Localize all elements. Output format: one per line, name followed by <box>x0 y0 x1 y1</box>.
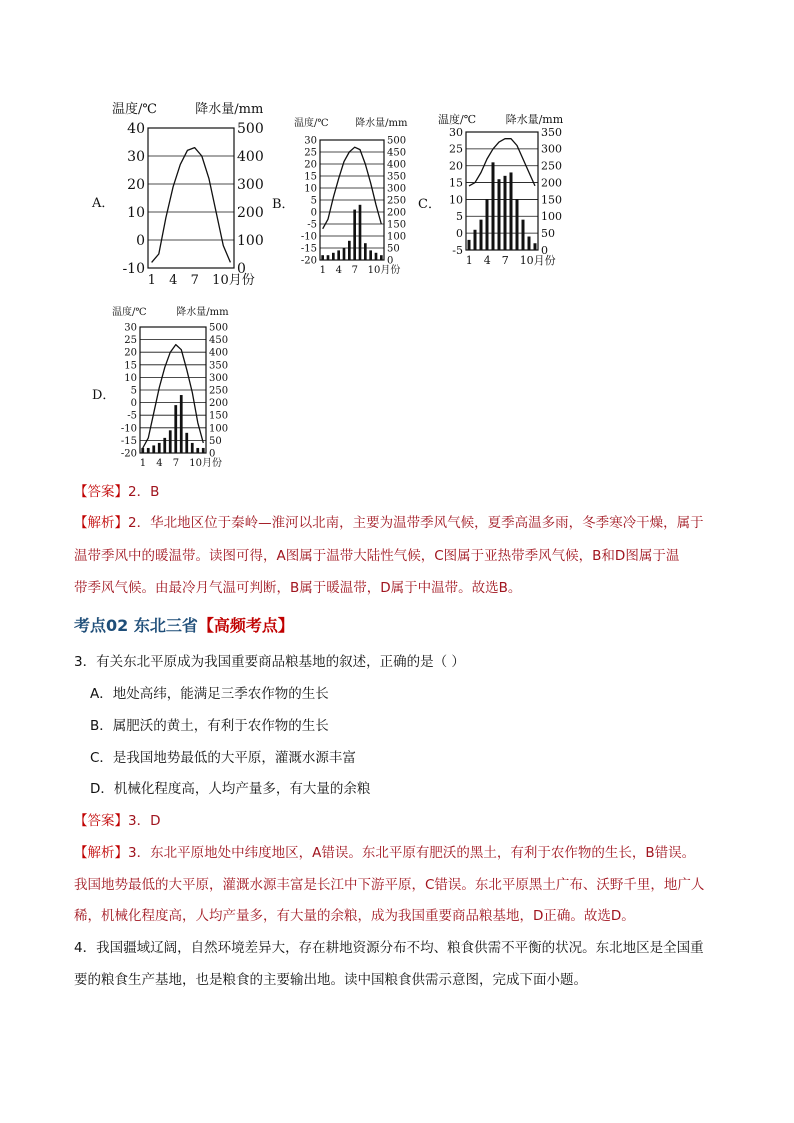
precip-bar <box>364 243 367 260</box>
precip-bar <box>492 162 495 250</box>
climate-chart-c <box>438 112 584 288</box>
precip-bar <box>196 448 199 453</box>
precip-bar <box>191 443 194 453</box>
temp-tick-label: -15 <box>120 435 137 447</box>
precip-bar <box>169 430 172 453</box>
q3-choice-d: D．机械化程度高，人均产量多，有大量的余粮 <box>90 781 371 797</box>
q3-analysis-line-2: 我国地势最低的大平原，灌溉水源丰富是长江中下游平原，C错误。东北平原黑土广布、沃野千里，地广人 <box>74 877 705 893</box>
precip-tick-label: 300 <box>387 183 407 195</box>
precip-bar <box>202 448 205 453</box>
climate-chart-b <box>294 116 424 286</box>
precip-axis-title: 降水量/mm <box>176 307 229 318</box>
month-tick-label: 4 <box>156 458 163 469</box>
precip-bar <box>504 176 507 250</box>
precip-bar <box>343 248 346 260</box>
precip-tick-label: 500 <box>237 120 264 137</box>
temperature-line <box>152 148 231 263</box>
q3-analysis-line-3: 稀，机械化程度高，人均产量多，有大量的余粮，成为我国重要商品粮基地，D正确。故选D。 <box>74 908 635 924</box>
temp-tick-label: 0 <box>130 398 137 410</box>
temp-tick-label: 25 <box>124 335 137 347</box>
q3-choice-a: A．地处高纬，能满足三季农作物的生长 <box>90 686 329 702</box>
section-title: 考点02 东北三省 <box>74 616 198 635</box>
temp-tick-label: 10 <box>304 183 317 195</box>
month-tick-label: 4 <box>483 254 491 267</box>
month-tick-label: 1 <box>319 265 327 276</box>
temp-tick-label: 20 <box>127 176 145 193</box>
q2-answer-tag: 【答案】 <box>74 484 128 500</box>
temp-tick-label: -10 <box>300 231 317 243</box>
section-highlight: 【高频考点】 <box>197 616 294 635</box>
precip-tick-label: 150 <box>387 219 407 231</box>
q3-choice-c: C．是我国地势最低的大平原，灌溉水源丰富 <box>90 750 356 766</box>
precip-bar <box>474 230 477 250</box>
temp-axis-title: 温度/℃ <box>112 307 147 318</box>
temp-tick-label: 20 <box>304 159 317 171</box>
precip-tick-label: 150 <box>541 193 562 207</box>
precip-bar <box>375 253 378 260</box>
precip-bar <box>185 433 188 453</box>
precip-tick-label: 450 <box>209 335 229 347</box>
q2-analysis-tag: 【解析】 <box>74 515 128 531</box>
temp-tick-label: -20 <box>300 255 317 267</box>
month-tick-label: 1 <box>139 458 147 469</box>
temp-axis-title: 温度/℃ <box>438 113 477 126</box>
month-tick-label: 7 <box>172 458 180 469</box>
precip-bar <box>522 220 525 250</box>
q3-analysis-line-1 <box>74 843 695 863</box>
month-tick-label: 7 <box>501 254 509 267</box>
precip-tick-label: 350 <box>387 171 407 183</box>
precip-bar <box>152 445 155 453</box>
temp-tick-label: 10 <box>124 372 137 384</box>
temp-tick-label: -5 <box>452 243 463 257</box>
temp-tick-label: 15 <box>449 176 463 190</box>
month-tick-label: 10月份 <box>519 254 556 267</box>
precip-tick-label: 300 <box>209 372 229 384</box>
temp-tick-label: -5 <box>307 219 317 231</box>
precip-bar <box>353 210 356 260</box>
q2-analysis-line-3: 带季风气候。由最冷月气温可判断，B属于暖温带，D属于中温带。故选B。 <box>74 580 522 596</box>
precip-tick-label: 400 <box>387 159 407 171</box>
q3-analysis-tag: 【解析】 <box>74 845 128 861</box>
month-tick-label: 7 <box>190 273 199 288</box>
precip-axis-title: 降水量/mm <box>355 118 408 129</box>
temp-axis-title: 温度/℃ <box>112 102 157 117</box>
climate-chart-d <box>112 305 246 479</box>
plot-frame <box>466 132 538 250</box>
temp-tick-label: 10 <box>127 204 145 221</box>
precip-bar <box>147 448 150 453</box>
temp-tick-label: 5 <box>130 385 137 397</box>
month-tick-label: 7 <box>351 265 359 276</box>
precip-bar <box>480 220 483 250</box>
precip-bar <box>510 172 513 250</box>
precip-bar <box>468 240 471 250</box>
temp-tick-label: 10 <box>449 193 463 207</box>
q3-analysis-text-1: 3．东北平原地处中纬度地区，A错误。东北平原有肥沃的黑土，有利于农作物的生长，B错误。 <box>128 845 696 861</box>
q3-answer-text: 3．D <box>128 813 161 829</box>
precip-tick-label: 100 <box>541 210 562 224</box>
precip-tick-label: 350 <box>541 125 562 139</box>
precip-tick-label: 0 <box>237 260 246 277</box>
temp-tick-label: 30 <box>124 322 137 334</box>
temp-tick-label: 0 <box>456 226 463 240</box>
precip-axis-title: 降水量/mm <box>505 113 564 126</box>
temp-tick-label: 20 <box>449 159 463 173</box>
q2-answer-text: 2．B <box>128 484 160 500</box>
q2-answer <box>74 482 159 502</box>
precip-bar <box>141 448 144 453</box>
precip-bar <box>174 405 177 453</box>
precip-bar <box>337 250 340 260</box>
climate-chart-b-svg <box>294 116 424 282</box>
q4-stem-line-2: 要的粮食生产基地，也是粮食的主要输出地。读中国粮食供需示意图，完成下面小题。 <box>74 972 587 988</box>
option-d-label: D． <box>92 388 116 403</box>
q3-stem: 3．有关东北平原成为我国重要商品粮基地的叙述，正确的是（ ） <box>74 654 465 670</box>
precip-bar <box>163 438 166 453</box>
precip-tick-label: 0 <box>541 243 548 257</box>
precip-tick-label: 200 <box>541 176 562 190</box>
precip-tick-label: 300 <box>541 142 562 156</box>
climate-chart-a-svg <box>112 100 282 300</box>
temp-tick-label: 5 <box>456 210 463 224</box>
temp-tick-label: 25 <box>304 147 317 159</box>
precip-bar <box>528 237 531 250</box>
precip-tick-label: 200 <box>387 207 407 219</box>
precip-bar <box>534 243 537 250</box>
precip-tick-label: 150 <box>209 410 229 422</box>
precip-tick-label: 300 <box>237 176 264 193</box>
precip-bar <box>516 199 519 250</box>
climate-chart-d-svg <box>112 305 246 475</box>
section-heading <box>74 613 294 636</box>
temp-tick-label: 30 <box>127 148 145 165</box>
precip-tick-label: 200 <box>237 204 264 221</box>
q3-choice-b: B．属肥沃的黄土，有利于农作物的生长 <box>90 718 329 734</box>
temperature-line <box>143 345 204 448</box>
temp-tick-label: 30 <box>449 125 463 139</box>
month-tick-label: 10月份 <box>212 273 255 288</box>
q2-analysis-text-1: 2．华北地区位于秦岭—淮河以北南，主要为温带季风气候，夏季高温多雨，冬季寒冷干燥，属于 <box>128 515 704 531</box>
temp-tick-label: -20 <box>120 448 137 460</box>
precip-tick-label: 400 <box>237 148 264 165</box>
precip-bar <box>321 255 324 260</box>
precip-bar <box>369 250 372 260</box>
precip-tick-label: 450 <box>387 147 407 159</box>
month-tick-label: 4 <box>335 265 343 276</box>
temp-tick-label: -5 <box>127 410 137 422</box>
precip-tick-label: 100 <box>387 231 407 243</box>
month-tick-label: 4 <box>169 273 178 288</box>
temp-tick-label: 25 <box>449 142 463 156</box>
temp-tick-label: 20 <box>124 347 137 359</box>
precip-tick-label: 250 <box>387 195 407 207</box>
precip-bar <box>380 255 383 260</box>
temp-axis-title: 温度/℃ <box>294 118 329 129</box>
month-tick-label: 10月份 <box>367 265 401 276</box>
precip-bar <box>486 199 489 250</box>
temp-tick-label: -10 <box>122 260 145 277</box>
temp-tick-label: 5 <box>310 195 317 207</box>
precip-tick-label: 250 <box>209 385 229 397</box>
climate-chart-c-svg <box>438 112 584 284</box>
precip-bar <box>359 205 362 260</box>
q2-analysis-line-1 <box>74 513 704 533</box>
precip-tick-label: 200 <box>209 398 229 410</box>
month-tick-label: 1 <box>147 273 156 288</box>
climate-chart-a <box>112 100 282 304</box>
option-c-label: C． <box>418 197 441 212</box>
precip-bar <box>180 395 183 453</box>
temp-tick-label: 40 <box>127 120 145 137</box>
precip-tick-label: 0 <box>387 255 394 267</box>
temperature-line <box>469 139 535 186</box>
q3-answer <box>74 811 160 831</box>
month-tick-label: 10月份 <box>189 458 222 469</box>
option-a-label: A． <box>92 196 115 211</box>
precip-tick-label: 0 <box>209 448 216 460</box>
q3-answer-tag: 【答案】 <box>74 813 128 829</box>
temp-tick-label: 30 <box>304 135 317 147</box>
temp-tick-label: -15 <box>300 243 317 255</box>
precip-tick-label: 50 <box>541 226 555 240</box>
precip-tick-label: 50 <box>209 435 222 447</box>
precip-tick-label: 500 <box>387 135 407 147</box>
precip-bar <box>498 179 501 250</box>
precip-tick-label: 50 <box>387 243 400 255</box>
precip-tick-label: 350 <box>209 360 229 372</box>
temp-tick-label: 0 <box>136 232 145 249</box>
precip-tick-label: 250 <box>541 159 562 173</box>
precip-tick-label: 400 <box>209 347 229 359</box>
q4-stem-line-1: 4．我国疆域辽阔，自然环境差异大，存在耕地资源分布不均、粮食供需不平衡的状况。东北地区是全国重 <box>74 940 704 956</box>
temp-tick-label: 15 <box>124 360 137 372</box>
precip-tick-label: 100 <box>237 232 264 249</box>
precip-bar <box>332 253 335 260</box>
option-b-label: B． <box>272 197 295 212</box>
temp-tick-label: -10 <box>120 423 137 435</box>
precip-tick-label: 500 <box>209 322 229 334</box>
precip-bar <box>327 255 330 260</box>
precip-tick-label: 100 <box>209 423 229 435</box>
month-tick-label: 1 <box>465 254 473 267</box>
precip-bar <box>158 443 161 453</box>
q2-analysis-line-2: 温带季风中的暖温带。读图可得，A图属于温带大陆性气候，C图属于亚热带季风气候，B和D图属于温 <box>74 548 680 564</box>
temp-tick-label: 15 <box>304 171 317 183</box>
precip-bar <box>348 241 351 260</box>
precip-axis-title: 降水量/mm <box>195 102 264 117</box>
temp-tick-label: 0 <box>310 207 317 219</box>
